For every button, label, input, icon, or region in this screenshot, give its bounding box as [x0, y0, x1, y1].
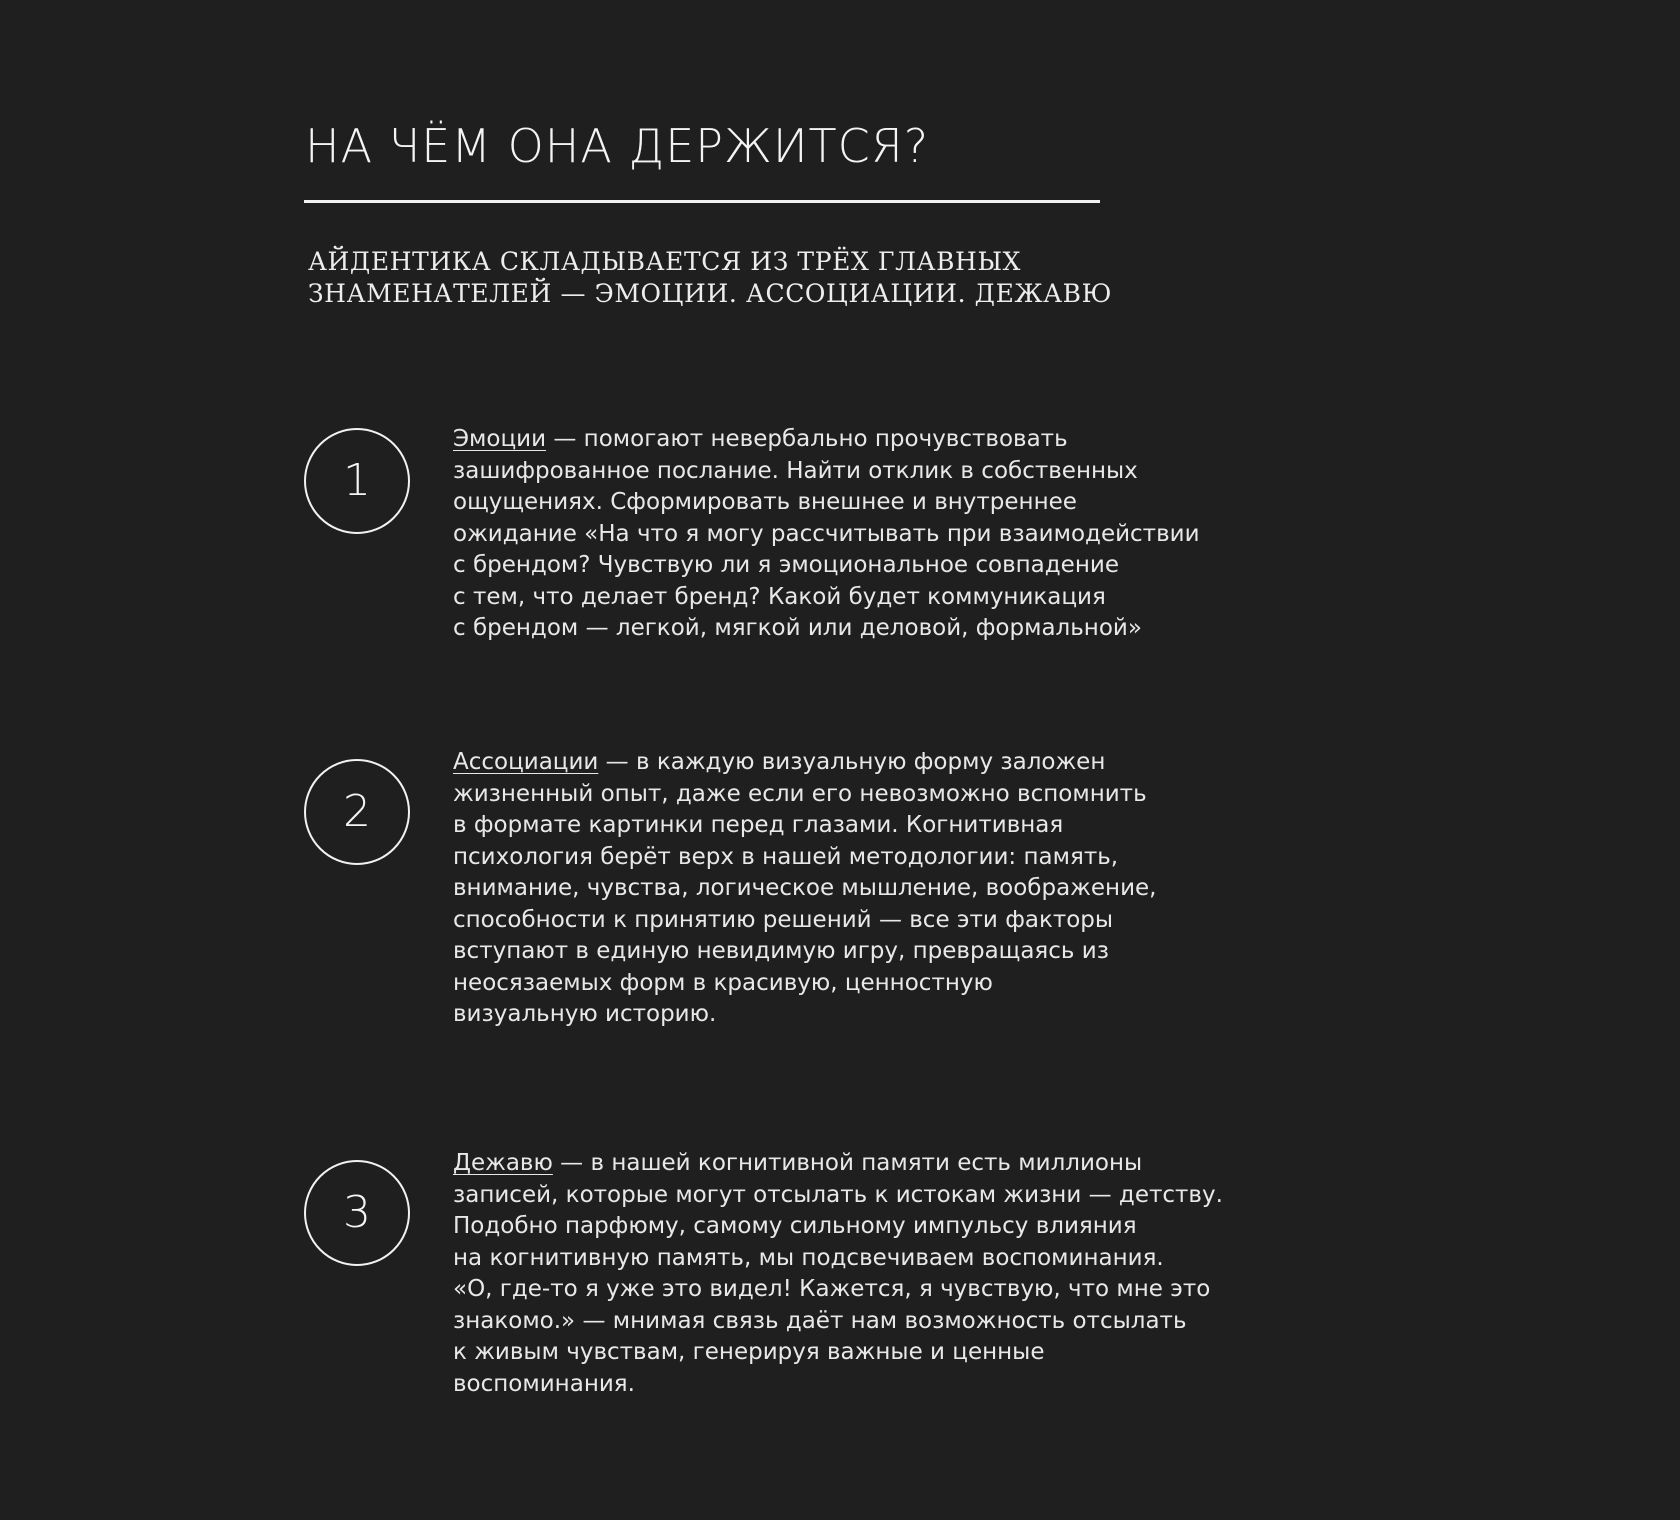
text-fragment: — в каждую визуальную форму заложен	[598, 749, 1106, 775]
text-line: вступают в единую невидимую игру, превращаясь из	[453, 938, 1109, 964]
text-line: Подобно парфюму, самому сильному импульсу влияния	[453, 1213, 1137, 1239]
text-line: знакомо.» — мнимая связь даёт нам возможность отсылать	[453, 1307, 1187, 1334]
number-label: 2	[343, 786, 371, 837]
text-line	[453, 747, 1157, 779]
text-line: на когнитивную память, мы подсвечиваем воспоминания.	[453, 1244, 1164, 1271]
text-line: с брендом? Чувствую ли я эмоциональное совпадение	[453, 552, 1119, 578]
title-divider	[304, 200, 1100, 203]
subtitle-line: АЙДЕНТИКА СКЛАДЫВАЕТСЯ ИЗ ТРЁХ ГЛАВНЫХ	[308, 247, 1022, 276]
text-fragment: — помогают невербально прочувствовать	[546, 426, 1068, 452]
number-label: 3	[343, 1187, 371, 1238]
item-text-dejavu	[453, 1148, 1223, 1400]
text-line: способности к принятию решений — все эти факторы	[453, 906, 1114, 933]
text-line	[453, 424, 1200, 456]
number-badge-2	[304, 759, 410, 865]
text-line: внимание, чувства, логическое мышление, воображение,	[453, 875, 1157, 901]
text-line	[453, 1148, 1223, 1180]
text-line: зашифрованное послание. Найти отклик в собственных	[453, 457, 1138, 484]
item-text-emotions	[453, 424, 1200, 645]
text-fragment: — в нашей когнитивной памяти есть миллионы	[552, 1150, 1143, 1176]
term-dejavu: Дежавю	[453, 1150, 553, 1176]
text-line: с тем, что делает бренд? Какой будет коммуникация	[453, 583, 1106, 610]
text-line: записей, которые могут отсылать к истокам жизни — детству.	[453, 1181, 1223, 1208]
page-title: НА ЧЁМ ОНА ДЕРЖИТСЯ?	[305, 119, 930, 173]
text-line: визуальную историю.	[453, 1001, 717, 1027]
text-line: жизненный опыт, даже если его невозможно вспомнить	[453, 780, 1147, 807]
text-line: неосязаемых форм в красивую, ценностную	[453, 969, 993, 996]
text-line: ожидание «На что я могу рассчитывать при взаимодействии	[453, 520, 1200, 547]
term-associations: Ассоциации	[453, 749, 599, 775]
text-line: с брендом — легкой, мягкой или деловой, формальной»	[453, 615, 1142, 641]
term-emotions: Эмоции	[453, 426, 547, 452]
number-badge-1	[304, 428, 410, 534]
item-text-associations	[453, 747, 1157, 1031]
number-badge-3	[304, 1160, 410, 1266]
text-line: психология берёт верх в нашей методологии: память,	[453, 843, 1119, 870]
number-label: 1	[343, 455, 371, 506]
text-line: «О, где-то я уже это видел! Кажется, я чувствую, что мне это	[453, 1276, 1211, 1302]
text-line: в формате картинки перед глазами. Когнитивная	[453, 812, 1064, 838]
text-line: к живым чувствам, генерируя важные и ценные	[453, 1339, 1045, 1365]
text-line: воспоминания.	[453, 1370, 635, 1397]
subtitle-line: ЗНАМЕНАТЕЛЕЙ — ЭМОЦИИ. АССОЦИАЦИИ. ДЕЖАВЮ	[308, 279, 1113, 308]
page-subtitle	[308, 246, 1112, 310]
text-line: ощущениях. Сформировать внешнее и внутреннее	[453, 489, 1077, 515]
